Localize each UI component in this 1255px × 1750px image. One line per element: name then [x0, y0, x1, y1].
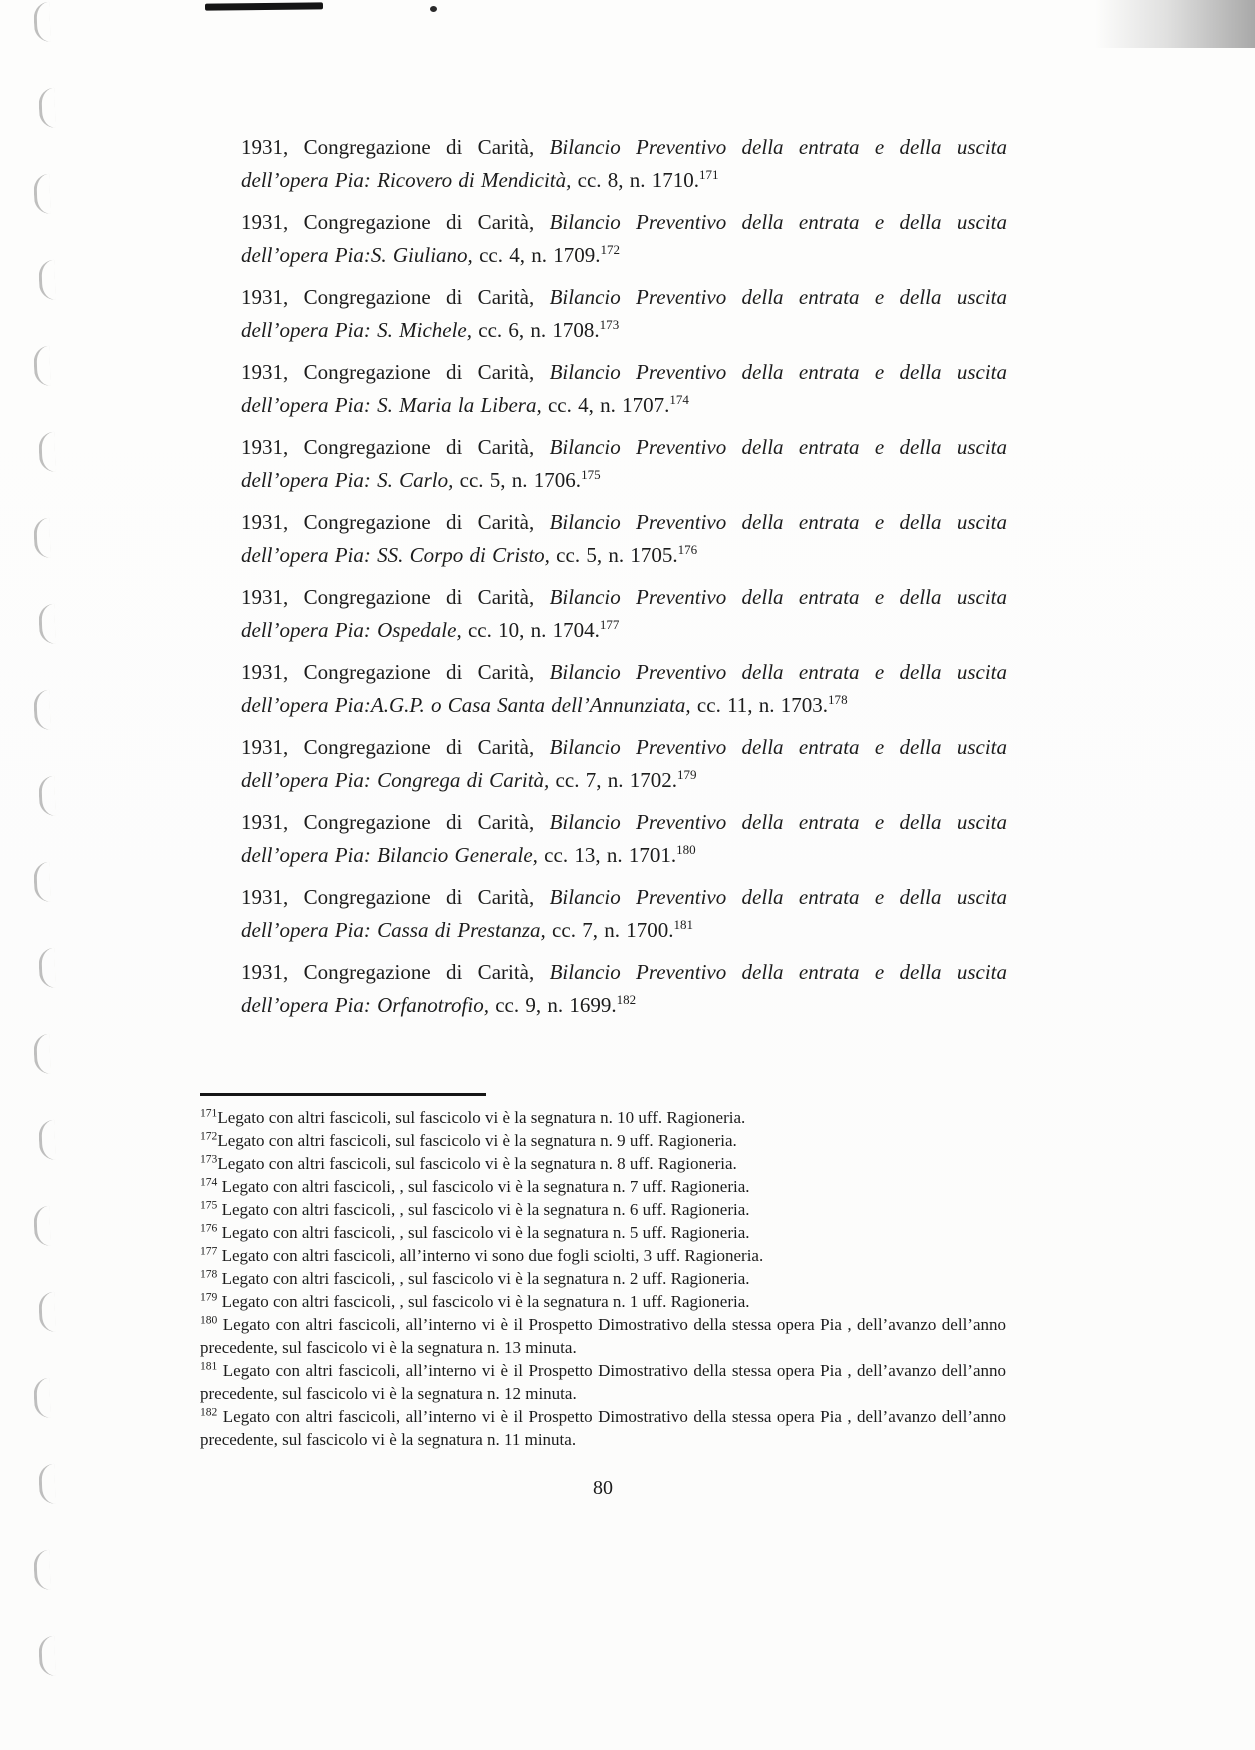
footnote-ref: 176 — [677, 542, 698, 557]
entry-prefix: 1931, Congregazione di Carità, — [241, 135, 535, 159]
footnote-ref: 172 — [600, 242, 620, 257]
footnote-text: Legato con altri fascicoli, sul fascicolo vi è la segnatura n. 8 uff. Ragioneria. — [217, 1154, 737, 1173]
entry-detail: cc. 9, n. 1699. — [495, 993, 617, 1017]
entry-detail: cc. 13, n. 1701. — [544, 843, 677, 867]
entry-prefix: 1931, Congregazione di Carità, — [241, 435, 535, 459]
footnote — [200, 1106, 1006, 1129]
entry — [241, 806, 1007, 872]
entry-title: Bilancio Preventivo della entrata e della uscita dell’opera Pia:S. Giuliano, — [241, 210, 1007, 267]
entry-title: Bilancio Preventivo della entrata e della uscita dell’opera Pia: Ospedale, — [241, 585, 1007, 642]
entry-detail: cc. 4, n. 1707. — [547, 393, 670, 417]
footnote-number: 173 — [200, 1152, 218, 1166]
footnote-number: 179 — [200, 1290, 218, 1304]
scan-curve-mark — [33, 1378, 50, 1419]
scan-curve-mark — [38, 88, 55, 129]
entry-prefix: 1931, Congregazione di Carità, — [241, 285, 535, 309]
footnote-text: Legato con altri fascicoli, , sul fascicolo vi è la segnatura n. 7 uff. Ragioneria. — [217, 1177, 750, 1196]
footnote-ref: 182 — [616, 992, 637, 1007]
footnote-number: 175 — [200, 1198, 218, 1212]
entry-detail: cc. 7, n. 1700. — [552, 918, 674, 942]
entry — [241, 431, 1007, 497]
footnote-ref: 180 — [676, 842, 696, 857]
footnote-text: Legato con altri fascicoli, all’interno vi è il Prospetto Dimostrativo della stessa opera Pia , dell’avanzo dell’anno precedente, sul fascicolo vi è la segnatura n. 11 minuta. — [200, 1407, 1006, 1449]
scan-curve-mark — [38, 776, 55, 817]
entry-title: Bilancio Preventivo della entrata e della uscita dell’opera Pia: Cassa di Prestanza, — [241, 885, 1007, 942]
scan-curve-mark — [33, 1206, 50, 1247]
footnote-number: 178 — [200, 1267, 218, 1281]
scan-curve-mark — [33, 690, 50, 731]
footnote — [200, 1129, 1006, 1152]
scan-curve-mark — [33, 518, 50, 559]
footnote — [200, 1175, 1006, 1198]
footnote-ref: 178 — [828, 692, 848, 707]
entry — [241, 581, 1007, 647]
footnote-text: Legato con altri fascicoli, all’interno vi è il Prospetto Dimostrativo della stessa opera Pia , dell’avanzo dell’anno precedente, sul fascicolo vi è la segnatura n. 13 minuta. — [200, 1315, 1006, 1357]
footnote-text: Legato con altri fascicoli, sul fascicolo vi è la segnatura n. 10 uff. Ragioneria. — [217, 1108, 746, 1127]
entry — [241, 281, 1007, 347]
footnote — [200, 1198, 1006, 1221]
footnote-ref: 174 — [669, 392, 689, 407]
entry — [241, 356, 1007, 422]
entry-detail: cc. 10, n. 1704. — [467, 618, 600, 642]
footnote — [200, 1244, 1006, 1267]
scan-curve-mark — [33, 862, 50, 903]
entry-prefix: 1931, Congregazione di Carità, — [241, 210, 535, 234]
entry — [241, 206, 1007, 272]
entry-prefix: 1931, Congregazione di Carità, — [241, 360, 535, 384]
footnote-separator — [200, 1093, 486, 1096]
footnote-text: Legato con altri fascicoli, sul fascicolo vi è la segnatura n. 9 uff. Ragioneria. — [217, 1131, 737, 1150]
footnote-ref: 171 — [699, 167, 719, 182]
scan-curve-mark — [33, 174, 50, 215]
entry — [241, 956, 1007, 1022]
footnote-text: Legato con altri fascicoli, all’interno vi è il Prospetto Dimostrativo della stessa opera Pia , dell’avanzo dell’anno precedente, sul fascicolo vi è la segnatura n. 12 minuta. — [200, 1361, 1006, 1403]
footnote-ref: 173 — [599, 317, 620, 332]
scan-curve-mark — [38, 1292, 55, 1333]
footnote-text: Legato con altri fascicoli, , sul fascicolo vi è la segnatura n. 2 uff. Ragioneria. — [217, 1269, 750, 1288]
entry — [241, 506, 1007, 572]
scan-shadow-artifact — [1095, 0, 1255, 48]
footnote — [200, 1152, 1006, 1175]
entry — [241, 731, 1007, 797]
entry-title: Bilancio Preventivo della entrata e della uscita dell’opera Pia: Bilancio Generale, — [241, 810, 1007, 867]
entry-detail: cc. 6, n. 1708. — [478, 318, 600, 342]
scan-curve-mark — [38, 948, 55, 989]
scan-curve-mark — [38, 604, 55, 645]
entry-title: Bilancio Preventivo della entrata e della uscita dell’opera Pia: Congrega di Carità, — [241, 735, 1007, 792]
footnotes-list — [200, 1106, 1006, 1451]
entry-detail: cc. 11, n. 1703. — [696, 693, 829, 717]
footnote-ref: 181 — [673, 917, 693, 932]
footnote — [200, 1221, 1006, 1244]
footnote-number: 180 — [200, 1313, 218, 1327]
entry-prefix: 1931, Congregazione di Carità, — [241, 510, 535, 534]
footnote-text: Legato con altri fascicoli, , sul fascicolo vi è la segnatura n. 5 uff. Ragioneria. — [217, 1223, 750, 1242]
footnote-number: 176 — [200, 1221, 218, 1235]
footnote-text: Legato con altri fascicoli, , sul fascicolo vi è la segnatura n. 1 uff. Ragioneria. — [217, 1292, 750, 1311]
scan-dot-artifact — [430, 6, 437, 12]
entry-prefix: 1931, Congregazione di Carità, — [241, 735, 535, 759]
scan-curve-mark — [38, 1120, 55, 1161]
footnote-ref: 175 — [581, 467, 601, 482]
entry-title: Bilancio Preventivo della entrata e della uscita dell’opera Pia: Ricovero di Mendicità, — [241, 135, 1007, 192]
entry-title: Bilancio Preventivo della entrata e della uscita dell’opera Pia: Orfanotrofio, — [241, 960, 1007, 1017]
footnote-number: 171 — [200, 1106, 218, 1120]
entry — [241, 881, 1007, 947]
entry-detail: cc. 5, n. 1706. — [459, 468, 582, 492]
entry — [241, 131, 1007, 197]
entry-prefix: 1931, Congregazione di Carità, — [241, 885, 535, 909]
scan-curve-mark — [38, 1636, 55, 1677]
footnote — [200, 1313, 1006, 1359]
entry-detail: cc. 7, n. 1702. — [555, 768, 677, 792]
entry-prefix: 1931, Congregazione di Carità, — [241, 960, 535, 984]
scan-curve-mark — [38, 260, 55, 301]
entry-title: Bilancio Preventivo della entrata e della uscita dell’opera Pia: S. Michele, — [241, 285, 1007, 342]
entry-prefix: 1931, Congregazione di Carità, — [241, 660, 535, 684]
entry-prefix: 1931, Congregazione di Carità, — [241, 585, 535, 609]
footnote — [200, 1267, 1006, 1290]
scan-curve-mark — [33, 346, 50, 387]
footnote-number: 181 — [200, 1359, 218, 1373]
entry-detail: cc. 4, n. 1709. — [479, 243, 601, 267]
scan-curve-mark — [38, 432, 55, 473]
entry-detail: cc. 5, n. 1705. — [556, 543, 678, 567]
entries-list — [241, 131, 1007, 1031]
footnote-text: Legato con altri fascicoli, , sul fascicolo vi è la segnatura n. 6 uff. Ragioneria. — [217, 1200, 750, 1219]
scan-curve-mark — [38, 1464, 55, 1505]
scan-curve-mark — [33, 1034, 50, 1075]
scan-line-artifact — [205, 2, 323, 10]
footnote — [200, 1290, 1006, 1313]
footnote-ref: 179 — [676, 767, 697, 782]
scan-curve-mark — [33, 1550, 50, 1591]
entry — [241, 656, 1007, 722]
footnote-number: 177 — [200, 1244, 218, 1258]
entry-title: Bilancio Preventivo della entrata e della uscita dell’opera Pia: SS. Corpo di Cristo, — [241, 510, 1007, 567]
footnote-ref: 177 — [599, 617, 620, 632]
footnote-number: 182 — [200, 1405, 218, 1419]
footnote — [200, 1359, 1006, 1405]
footnote-number: 172 — [200, 1129, 218, 1143]
entry-title: Bilancio Preventivo della entrata e della uscita dell’opera Pia:A.G.P. o Casa Santa dell’Annunziata, — [241, 660, 1007, 717]
scan-curve-mark — [33, 2, 50, 43]
footnote-text: Legato con altri fascicoli, all’interno vi sono due fogli sciolti, 3 uff. Ragioneria. — [217, 1246, 764, 1265]
footnote-number: 174 — [200, 1175, 218, 1189]
entry-title: Bilancio Preventivo della entrata e della uscita dell’opera Pia: S. Carlo, — [241, 435, 1007, 492]
entry-prefix: 1931, Congregazione di Carità, — [241, 810, 535, 834]
entry-detail: cc. 8, n. 1710. — [577, 168, 700, 192]
footnote — [200, 1405, 1006, 1451]
page-number: 80 — [593, 1477, 613, 1499]
entry-title: Bilancio Preventivo della entrata e della uscita dell’opera Pia: S. Maria la Libera, — [241, 360, 1007, 417]
